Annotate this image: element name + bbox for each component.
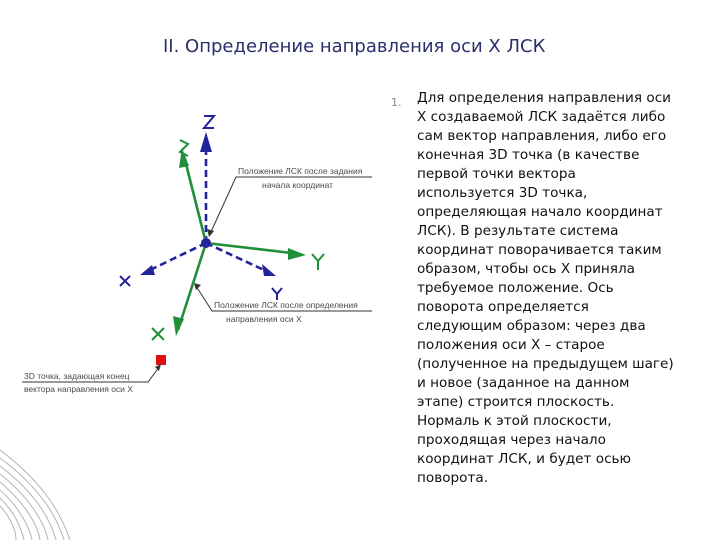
callout-endpoint-arrowhead (155, 364, 161, 371)
paragraph-line: конечная 3D точка (в качестве (417, 147, 640, 163)
new-x-glyph (152, 328, 164, 340)
paragraph-line: используется 3D точка, (417, 185, 588, 201)
callout-x-line2: направления оси X (226, 314, 302, 324)
callout-origin-line1: Положение ЛСК после задания (238, 166, 363, 176)
paragraph-line: координат ЛСК, и будет осью (417, 451, 632, 467)
new-x-axis (178, 243, 206, 330)
new-x-arrowhead (173, 316, 184, 336)
paragraph-line: образом, чтобы ось X приняла (417, 261, 635, 277)
new-y-arrowhead (288, 248, 306, 260)
endpoint-marker (156, 355, 166, 365)
paragraph-line: поворота определяется (417, 299, 589, 315)
paragraph-line: сам вектор направления, либо его (417, 128, 667, 144)
new-z-glyph (180, 140, 188, 156)
origin-point (201, 238, 211, 248)
old-x-glyph (120, 276, 130, 286)
new-y-glyph (312, 254, 324, 270)
paragraph-line: первой точки вектора (417, 166, 576, 182)
callout-endpoint-line2: вектора направления оси X (24, 384, 133, 394)
paragraph-line: (полученное на предыдущем шаге) (417, 356, 674, 372)
paragraph-line: X создаваемой ЛСК задаётся либо (417, 109, 666, 125)
slide-title: II. Определение направления оси X ЛСК (163, 36, 546, 57)
decorative-corner-lines (0, 440, 720, 540)
paragraph-line: требуемое положение. Ось (417, 280, 614, 296)
old-z-arrowhead (200, 132, 212, 152)
paragraph-line: определяющая начало координат (417, 204, 663, 220)
old-z-glyph (204, 116, 214, 128)
callout-endpoint-line1: 3D точка, задающая конец (24, 371, 130, 381)
old-x-arrowhead (140, 265, 155, 275)
paragraph-line: положения оси X – старое (417, 337, 605, 353)
list-number: 1. (391, 96, 402, 109)
paragraph-line: и новое (заданное на данном (417, 375, 630, 391)
old-axes (150, 144, 266, 271)
callout-origin-arrowhead (207, 229, 214, 237)
paragraph-line: поворота. (417, 470, 489, 486)
paragraph-line: Нормаль к этой плоскости, (417, 413, 612, 429)
paragraph-line: следующим образом: через два (417, 318, 646, 334)
callout-origin-line2: начала координат (262, 180, 334, 190)
new-z-axis (184, 156, 206, 243)
old-y-glyph (272, 288, 282, 300)
old-y-arrowhead (262, 264, 276, 276)
callout-x-line1: Положение ЛСК после определения (214, 300, 358, 310)
lcs-axis-diagram (0, 108, 380, 400)
body-paragraph (417, 89, 702, 488)
paragraph-line: Для определения направления оси (417, 90, 672, 106)
paragraph-line: проходящая через начало (417, 432, 606, 448)
paragraph-line: координат поворачивается таким (417, 242, 662, 258)
paragraph-line: ЛСК). В результате система (417, 223, 619, 239)
paragraph-line: этапе) строится плоскость. (417, 394, 615, 410)
